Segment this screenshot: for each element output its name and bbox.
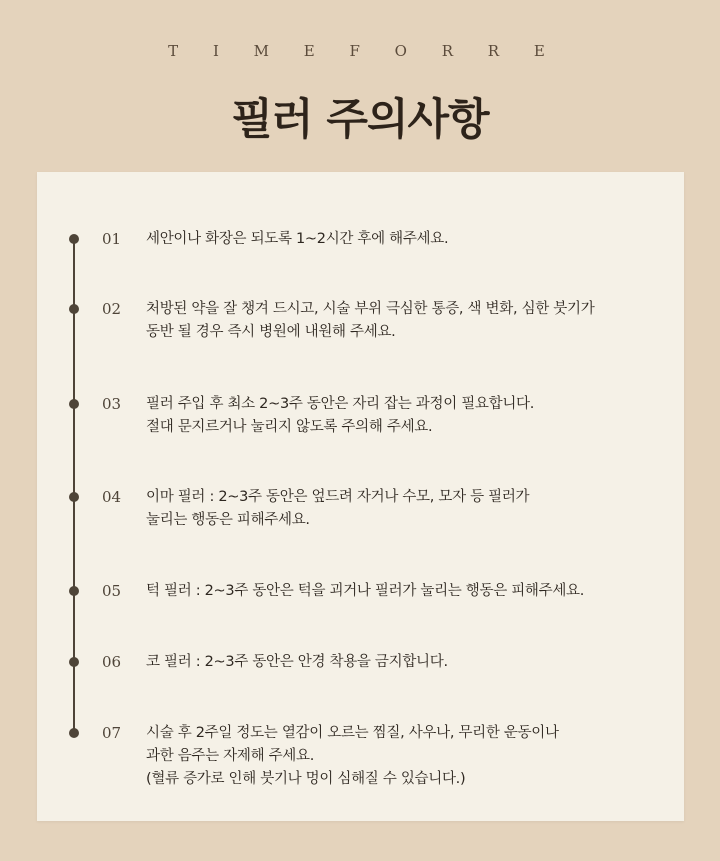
list-item	[146, 393, 666, 439]
timeline-dot	[69, 492, 79, 502]
item-line: 처방된 약을 잘 챙겨 드시고, 시술 부위 극심한 통증, 색 변화, 심한 붓기가	[146, 301, 595, 317]
item-line: 눌리는 행동은 피해주세요.	[146, 512, 310, 528]
list-item	[146, 228, 666, 251]
item-number: 06	[102, 653, 122, 671]
timeline-dot	[69, 399, 79, 409]
item-number: 05	[102, 582, 122, 600]
item-line: (혈류 증가로 인해 붓기나 멍이 심해질 수 있습니다.)	[146, 771, 466, 787]
list-item	[146, 580, 666, 603]
item-line: 코 필러 : 2~3주 동안은 안경 착용을 금지합니다.	[146, 654, 448, 670]
item-line: 동반 될 경우 즉시 병원에 내원해 주세요.	[146, 324, 396, 340]
item-number: 07	[102, 724, 122, 742]
item-number: 04	[102, 488, 122, 506]
item-line: 턱 필러 : 2~3주 동안은 턱을 괴거나 필러가 눌리는 행동은 피해주세요.	[146, 583, 585, 599]
item-line: 세안이나 화장은 되도록 1~2시간 후에 해주세요.	[146, 231, 449, 247]
item-line: 필러 주입 후 최소 2~3주 동안은 자리 잡는 과정이 필요합니다.	[146, 396, 535, 412]
list-item	[146, 651, 666, 674]
page-title: 필러 주의사항	[231, 95, 489, 145]
list-item	[146, 722, 666, 791]
brand-name: T I M E F O R R E	[168, 42, 560, 60]
timeline-dot	[69, 586, 79, 596]
list-item	[146, 298, 666, 344]
item-number: 03	[102, 395, 122, 413]
item-line: 과한 음주는 자제해 주세요.	[146, 748, 315, 764]
timeline-dot	[69, 234, 79, 244]
item-number: 02	[102, 300, 122, 318]
timeline-dot	[69, 728, 79, 738]
item-line: 이마 필러 : 2~3주 동안은 엎드려 자거나 수모, 모자 등 필러가	[146, 489, 530, 505]
item-line: 시술 후 2주일 정도는 열감이 오르는 찜질, 사우나, 무리한 운동이나	[146, 725, 559, 741]
item-number: 01	[102, 230, 122, 248]
timeline-dot	[69, 657, 79, 667]
item-line: 절대 문지르거나 눌리지 않도록 주의해 주세요.	[146, 419, 433, 435]
list-item	[146, 486, 666, 532]
timeline-dot	[69, 304, 79, 314]
